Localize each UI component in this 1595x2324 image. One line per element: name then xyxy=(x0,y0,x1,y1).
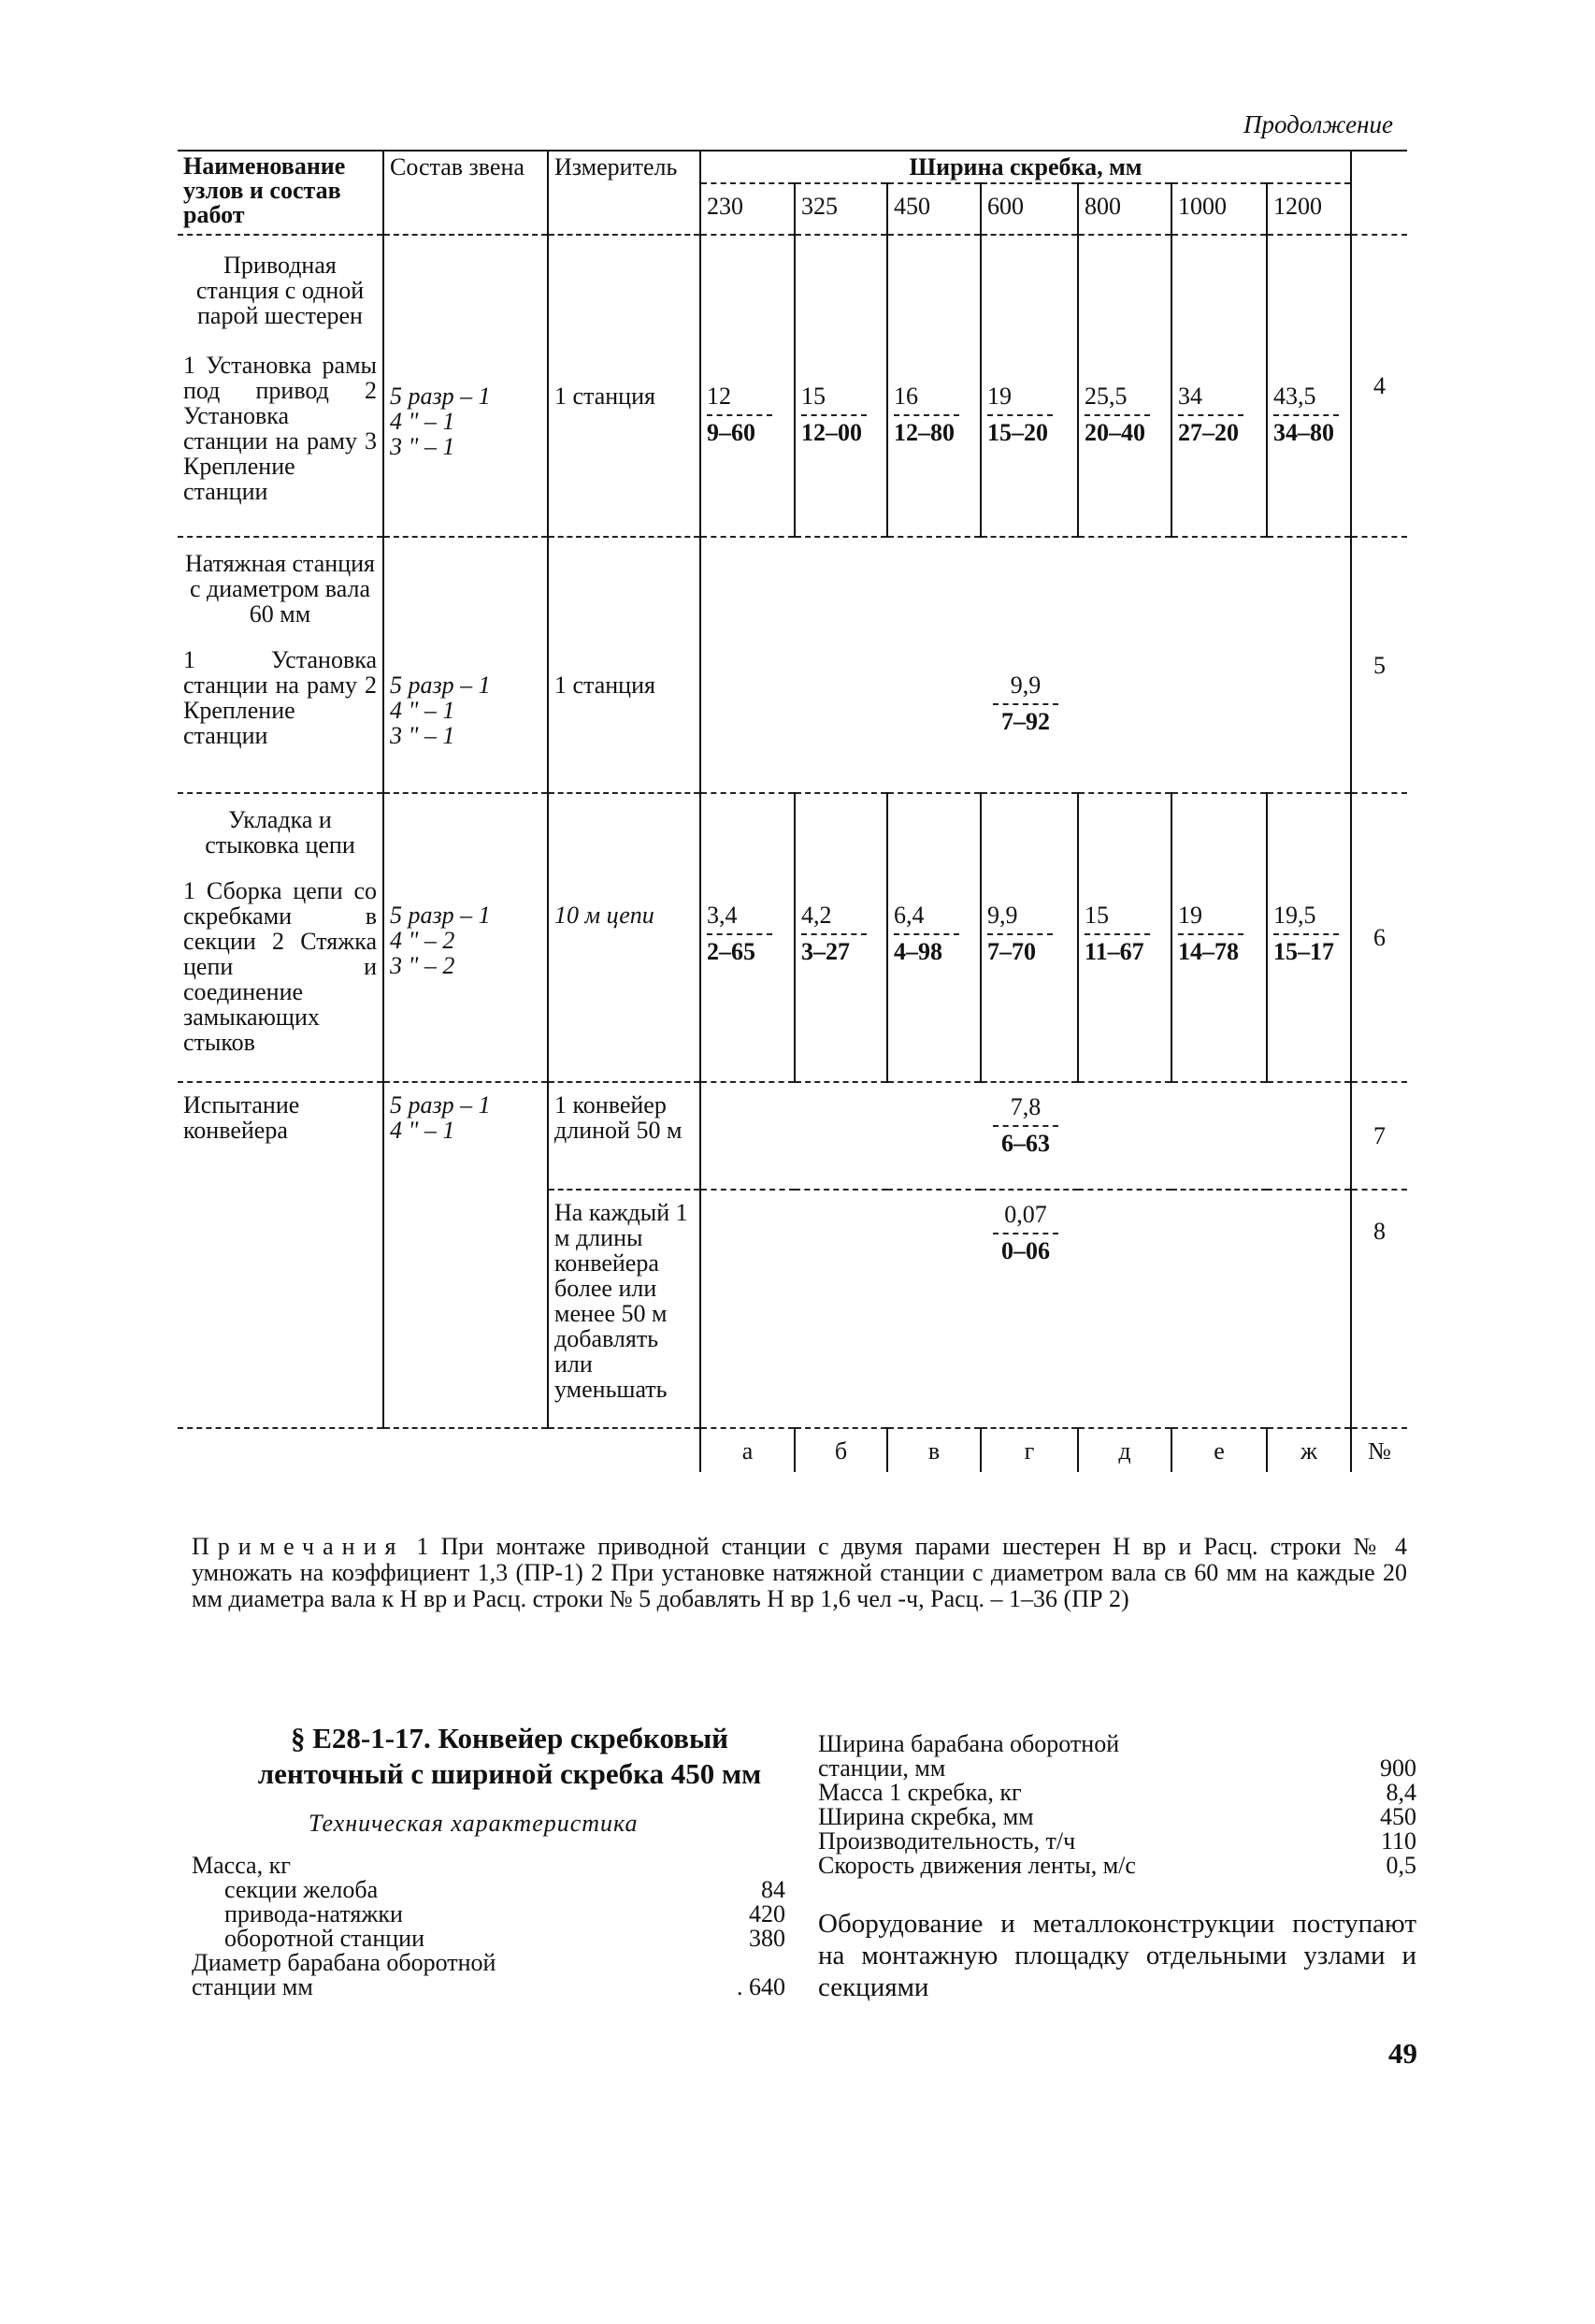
spec-label: Диаметр барабана оборотной xyxy=(192,1949,496,1976)
col-header-width: 600 xyxy=(981,183,1078,235)
body-paragraph: Оборудование и металлоконструкции поступают на монтажную площадку отдельными узлами и секциями xyxy=(818,1909,1416,2002)
crew-line: 4 " – 2 xyxy=(390,927,455,954)
row-unit: 1 станция xyxy=(548,537,700,793)
value-cell: 15 12–00 xyxy=(795,235,887,537)
spec-label: секции желоба xyxy=(224,1876,379,1903)
crew-line: 4 " – 1 xyxy=(390,408,455,435)
col-header-name: Наименование узлов и состав работ xyxy=(178,151,383,235)
col-header-width: 1000 xyxy=(1171,183,1267,235)
value-cell: 9,9 7–70 xyxy=(981,793,1078,1082)
spec-value: 450 xyxy=(1380,1803,1416,1830)
table-header-row xyxy=(178,151,1407,183)
table-notes xyxy=(192,1534,1407,1612)
column-letter: а xyxy=(700,1428,795,1472)
spec-value: 900 xyxy=(1380,1754,1416,1782)
row-group-title: Укладка и стыковка цепи xyxy=(205,806,355,859)
column-letter: ж xyxy=(1267,1428,1351,1472)
value-cell: 19 15–20 xyxy=(981,235,1078,537)
continued-label: Продолжение xyxy=(1243,110,1394,138)
value-cell: 19,5 15–17 xyxy=(1267,793,1351,1082)
row-unit: На каждый 1 м длины конвейера более или менее 50 м добавлять или уменьшать xyxy=(548,1190,700,1428)
row-group-title: Натяжная станция с диаметром вала 60 мм xyxy=(185,550,375,628)
merged-value-cell: 0,07 0–06 xyxy=(700,1190,1351,1428)
crew-line: 5 разр – 1 xyxy=(390,1091,491,1119)
row-work: Испытание конвейера xyxy=(178,1082,383,1428)
spec-value: 420 xyxy=(749,1900,785,1927)
spec-label: оборотной станции xyxy=(224,1925,424,1952)
merged-value-cell: 7,8 6–63 xyxy=(700,1082,1351,1190)
col-header-width: 325 xyxy=(795,183,887,235)
spec-value: 380 xyxy=(749,1925,785,1952)
col-header-width: 1200 xyxy=(1267,183,1351,235)
table-row xyxy=(178,235,1407,537)
crew-line: 5 разр – 1 xyxy=(390,902,491,929)
row-work: 1 Сборка цепи со скребками в секции 2 Стяжка цепи и соединение замыкающих стыков xyxy=(183,877,377,1056)
value-cell: 4,2 3–27 xyxy=(795,793,887,1082)
column-letter: е xyxy=(1171,1428,1267,1472)
spec-value: 110 xyxy=(1380,1827,1416,1855)
row-unit: 1 конвейер длиной 50 м xyxy=(548,1082,700,1190)
notes-label: Примечания xyxy=(192,1533,405,1560)
tech-characteristics-title: Техническая характеристика xyxy=(309,1810,639,1837)
spec-label: Ширина скребка, мм xyxy=(818,1803,1034,1830)
value-cell: 43,5 34–80 xyxy=(1267,235,1351,537)
page-number: 49 xyxy=(1388,2037,1417,2070)
row-work: 1 Установка рамы под привод 2 Установка станции на раму 3 Крепление станции xyxy=(183,352,377,505)
column-letter: г xyxy=(981,1428,1078,1472)
spec-label: Ширина барабана оборотной xyxy=(818,1730,1120,1757)
table-row xyxy=(178,1082,1407,1190)
column-letter: № xyxy=(1351,1428,1407,1472)
crew-line: 5 разр – 1 xyxy=(390,671,491,699)
row-number: 8 xyxy=(1351,1190,1407,1428)
table-row xyxy=(178,793,1407,1082)
row-work: 1 Установка станции на раму 2 Крепление станции xyxy=(183,646,377,749)
spec-label: станции мм xyxy=(192,1973,313,2000)
section-title: § Е28-1-17. Конвейер скребковый ленточный с шириной скребка 450 мм xyxy=(257,1722,762,1790)
row-number: 6 xyxy=(1351,793,1407,1082)
crew-line: 3 " – 2 xyxy=(390,952,455,979)
row-group-title: Приводная станция с одной парой шестерен xyxy=(195,252,365,329)
crew-line: 3 " – 1 xyxy=(390,722,455,749)
spec-label: Скорость движения ленты, м/с xyxy=(818,1852,1136,1879)
table-row xyxy=(178,537,1407,793)
spec-label: Масса 1 скребка, кг xyxy=(818,1779,1022,1806)
column-letter: в xyxy=(887,1428,981,1472)
row-number: 7 xyxy=(1351,1082,1407,1190)
norms-table xyxy=(178,150,1407,1472)
value-cell: 19 14–78 xyxy=(1171,793,1267,1082)
merged-value-cell: 9,9 7–92 xyxy=(700,537,1351,793)
value-cell: 16 12–80 xyxy=(887,235,981,537)
column-letter: б xyxy=(795,1428,887,1472)
column-letters-row xyxy=(178,1428,1407,1472)
crew-line: 4 " – 1 xyxy=(390,1117,455,1144)
spec-value: 8,4 xyxy=(1386,1779,1416,1806)
col-header-width-group: Ширина скребка, мм xyxy=(700,151,1351,183)
row-unit: 1 станция xyxy=(548,235,700,537)
col-header-width: 800 xyxy=(1078,183,1171,235)
value-cell: 34 27–20 xyxy=(1171,235,1267,537)
col-header-width: 230 xyxy=(700,183,795,235)
value-cell: 15 11–67 xyxy=(1078,793,1171,1082)
col-header-unit: Измеритель xyxy=(548,151,700,235)
crew-line: 4 " – 1 xyxy=(390,697,455,724)
spec-label: привода-натяжки xyxy=(224,1900,403,1927)
spec-label: станции, мм xyxy=(818,1754,946,1782)
col-header-crew: Состав звена xyxy=(383,151,548,235)
value-cell: 3,4 2–65 xyxy=(700,793,795,1082)
spec-value: . 640 xyxy=(737,1973,785,2000)
value-cell: 25,5 20–40 xyxy=(1078,235,1171,537)
spec-label: Масса, кг xyxy=(192,1852,291,1879)
row-number: 5 xyxy=(1351,537,1407,793)
value-cell: 12 9–60 xyxy=(700,235,795,537)
spec-label: Производительность, т/ч xyxy=(818,1827,1076,1855)
row-unit: 10 м цепи xyxy=(548,793,700,1082)
value-cell: 6,4 4–98 xyxy=(887,793,981,1082)
crew-line: 5 разр – 1 xyxy=(390,383,491,410)
spec-value: 84 xyxy=(761,1876,785,1903)
spec-value: 0,5 xyxy=(1386,1852,1416,1879)
column-letter: д xyxy=(1078,1428,1171,1472)
notes-text: 1 При монтаже приводной станции с двумя парами шестерен Н вр и Расц. строки № 4 умножать на коэффициент 1,3 (ПР-1) 2 При установке натяжной станции с диаметром вала св 60 мм на каждые 20 мм диаметра вала к Н вр и Расц. строки № 5 добавлять Н вр 1,6 чел -ч, Расц. – 1–36 (ПР 2) xyxy=(192,1533,1407,1612)
col-header-width: 450 xyxy=(887,183,981,235)
row-number: 4 xyxy=(1351,235,1407,537)
crew-line: 3 " – 1 xyxy=(390,433,455,460)
